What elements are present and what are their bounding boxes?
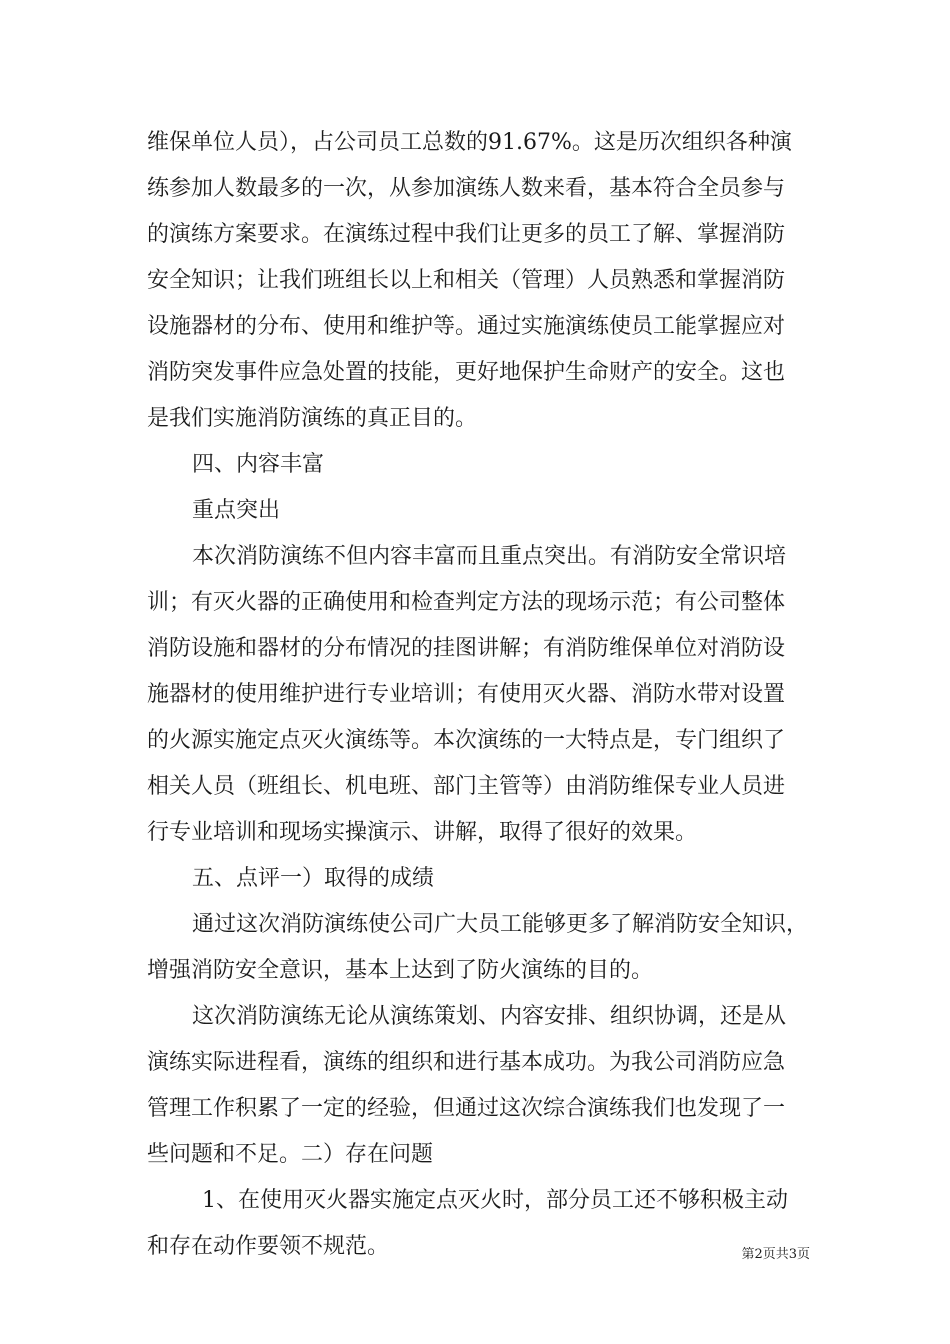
paragraph-line: 施器材的使用维护进行专业培训；有使用灭火器、消防水带对设置 xyxy=(147,682,786,707)
section-subheading: 重点突出 xyxy=(192,498,281,523)
paragraph-line: 演练实际进程看，演练的组织和进行基本成功。为我公司消防应急 xyxy=(147,1050,786,1075)
paragraph-line: 是我们实施消防演练的真正目的。 xyxy=(147,406,478,431)
paragraph-line: 管理工作积累了一定的经验，但通过这次综合演练我们也发现了一 xyxy=(147,1096,786,1121)
section-heading: 五、点评一）取得的成绩 xyxy=(192,866,435,891)
paragraph-line: 练参加人数最多的一次，从参加演练人数来看，基本符合全员参与 xyxy=(147,176,786,201)
paragraph-line: 增强消防安全意识，基本上达到了防火演练的目的。 xyxy=(147,958,654,983)
paragraph-line: 的火源实施定点灭火演练等。本次演练的一大特点是，专门组织了 xyxy=(147,728,786,753)
page-number: 第2页共3页 xyxy=(741,1247,810,1262)
paragraph-line: 相关人员（班组长、机电班、部门主管等）由消防维保专业人员进 xyxy=(147,774,786,799)
paragraph-line: 设施器材的分布、使用和维护等。通过实施演练使员工能掌握应对 xyxy=(147,314,786,339)
paragraph-line: 的演练方案要求。在演练过程中我们让更多的员工了解、掌握消防 xyxy=(147,222,786,247)
paragraph-line: 通过这次消防演练使公司广大员工能够更多了解消防安全知识， xyxy=(192,912,809,937)
paragraph-line: 行专业培训和现场实操演示、讲解，取得了很好的效果。 xyxy=(147,820,698,845)
section-heading: 四、内容丰富 xyxy=(192,452,325,477)
paragraph-line: 这次消防演练无论从演练策划、内容安排、组织协调，还是从 xyxy=(192,1004,787,1029)
paragraph-line: 消防设施和器材的分布情况的挂图讲解；有消防维保单位对消防设 xyxy=(147,636,786,661)
paragraph-line: 维保单位人员），占公司员工总数的91.67%。这是历次组织各种演 xyxy=(147,130,792,155)
list-item-line: 和存在动作要领不规范。 xyxy=(147,1234,390,1259)
paragraph-line: 消防突发事件应急处置的技能，更好地保护生命财产的安全。这也 xyxy=(147,360,786,385)
paragraph-line: 本次消防演练不但内容丰富而且重点突出。有消防安全常识培 xyxy=(192,544,787,569)
paragraph-line: 训；有灭火器的正确使用和检查判定方法的现场示范；有公司整体 xyxy=(147,590,786,615)
paragraph-line: 些问题和不足。二）存在问题 xyxy=(147,1142,434,1167)
paragraph-line: 安全知识；让我们班组长以上和相关（管理）人员熟悉和掌握消防 xyxy=(147,268,786,293)
list-item-line: 1、在使用灭火器实施定点灭火时，部分员工还不够积极主动 xyxy=(202,1188,788,1213)
